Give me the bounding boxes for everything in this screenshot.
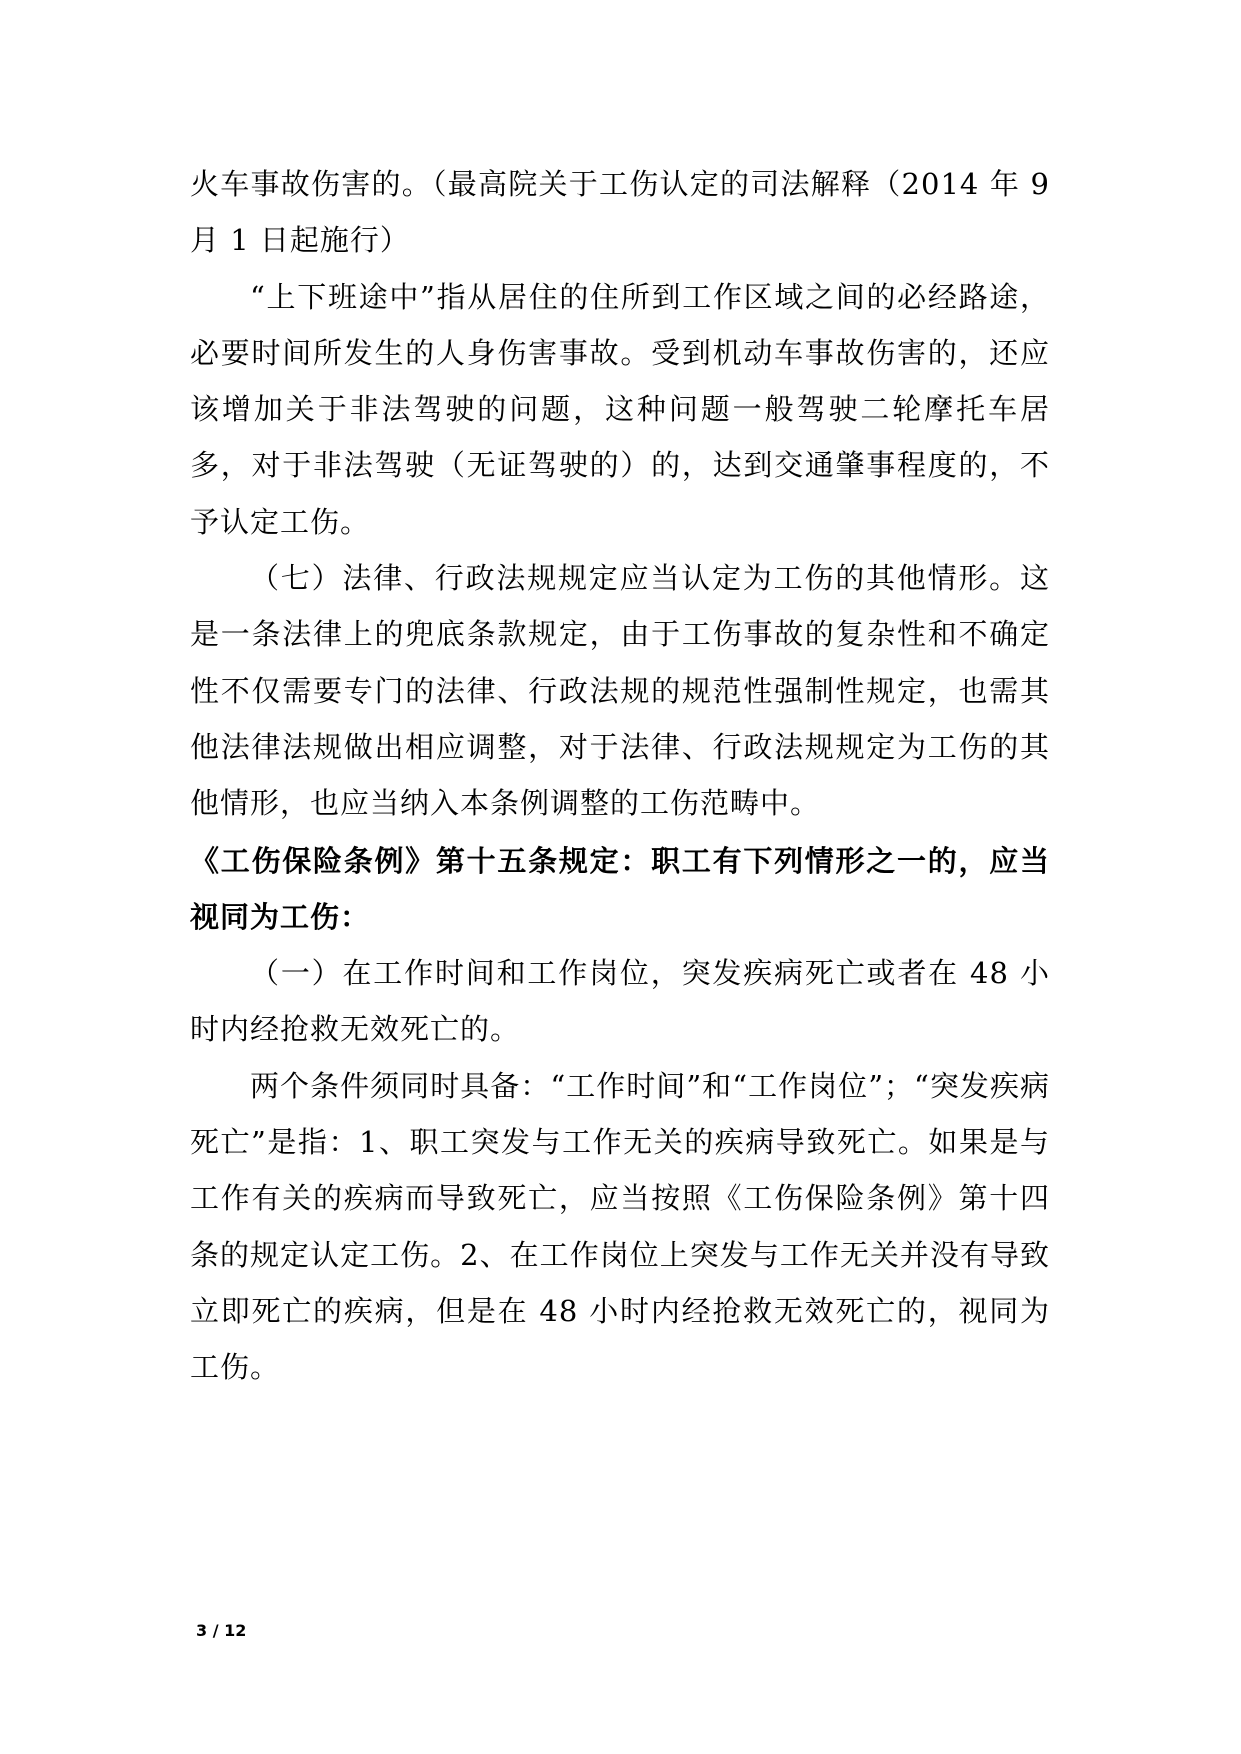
article-15-heading: 《工伤保险条例》第十五条规定：职工有下列情形之一的，应当视同为工伤： <box>190 843 1050 934</box>
paragraph-other-cases: （七）法律、行政法规规定应当认定为工伤的其他情形。这是一条法律上的兜底条款规定，由于工伤事故的复杂性和不确定性不仅需要专门的法律、行政法规的规范性强制性规定，也需其他法律法规做出相应调整，对于法律、行政法规规定为工伤的其他情形，也应当纳入本条例调整的工伤范畴中。 <box>190 561 1050 821</box>
document-body <box>190 156 1050 1396</box>
paragraph-continuation: 火车事故伤害的。（最高院关于工伤认定的司法解释（2014 年 9 月 1 日起施行） <box>190 167 1050 258</box>
paragraph-commute: “上下班途中”指从居住的住所到工作区域之间的必经路途，必要时间所发生的人身伤害事故。受到机动车事故伤害的，还应该增加关于非法驾驶的问题，这种问题一般驾驶二轮摩托车居多，对于非法驾驶（无证驾驶的）的，达到交通肇事程度的，不予认定工伤。 <box>190 279 1050 539</box>
paragraph-conditions: 两个条件须同时具备：“工作时间”和“工作岗位”；“突发疾病死亡”是指：1、职工突发与工作无关的疾病导致死亡。如果是与工作有关的疾病而导致死亡，应当按照《工伤保险条例》第十四条的规定认定工伤。2、在工作岗位上突发与工作无关并没有导致立即死亡的疾病，但是在 48 小时内经抢救无效死亡的，视同为工伤。 <box>190 1068 1050 1385</box>
page-number: 3 / 12 <box>196 1621 247 1640</box>
paragraph-sudden-illness: （一）在工作时间和工作岗位，突发疾病死亡或者在 48 小时内经抢救无效死亡的。 <box>190 956 1050 1047</box>
